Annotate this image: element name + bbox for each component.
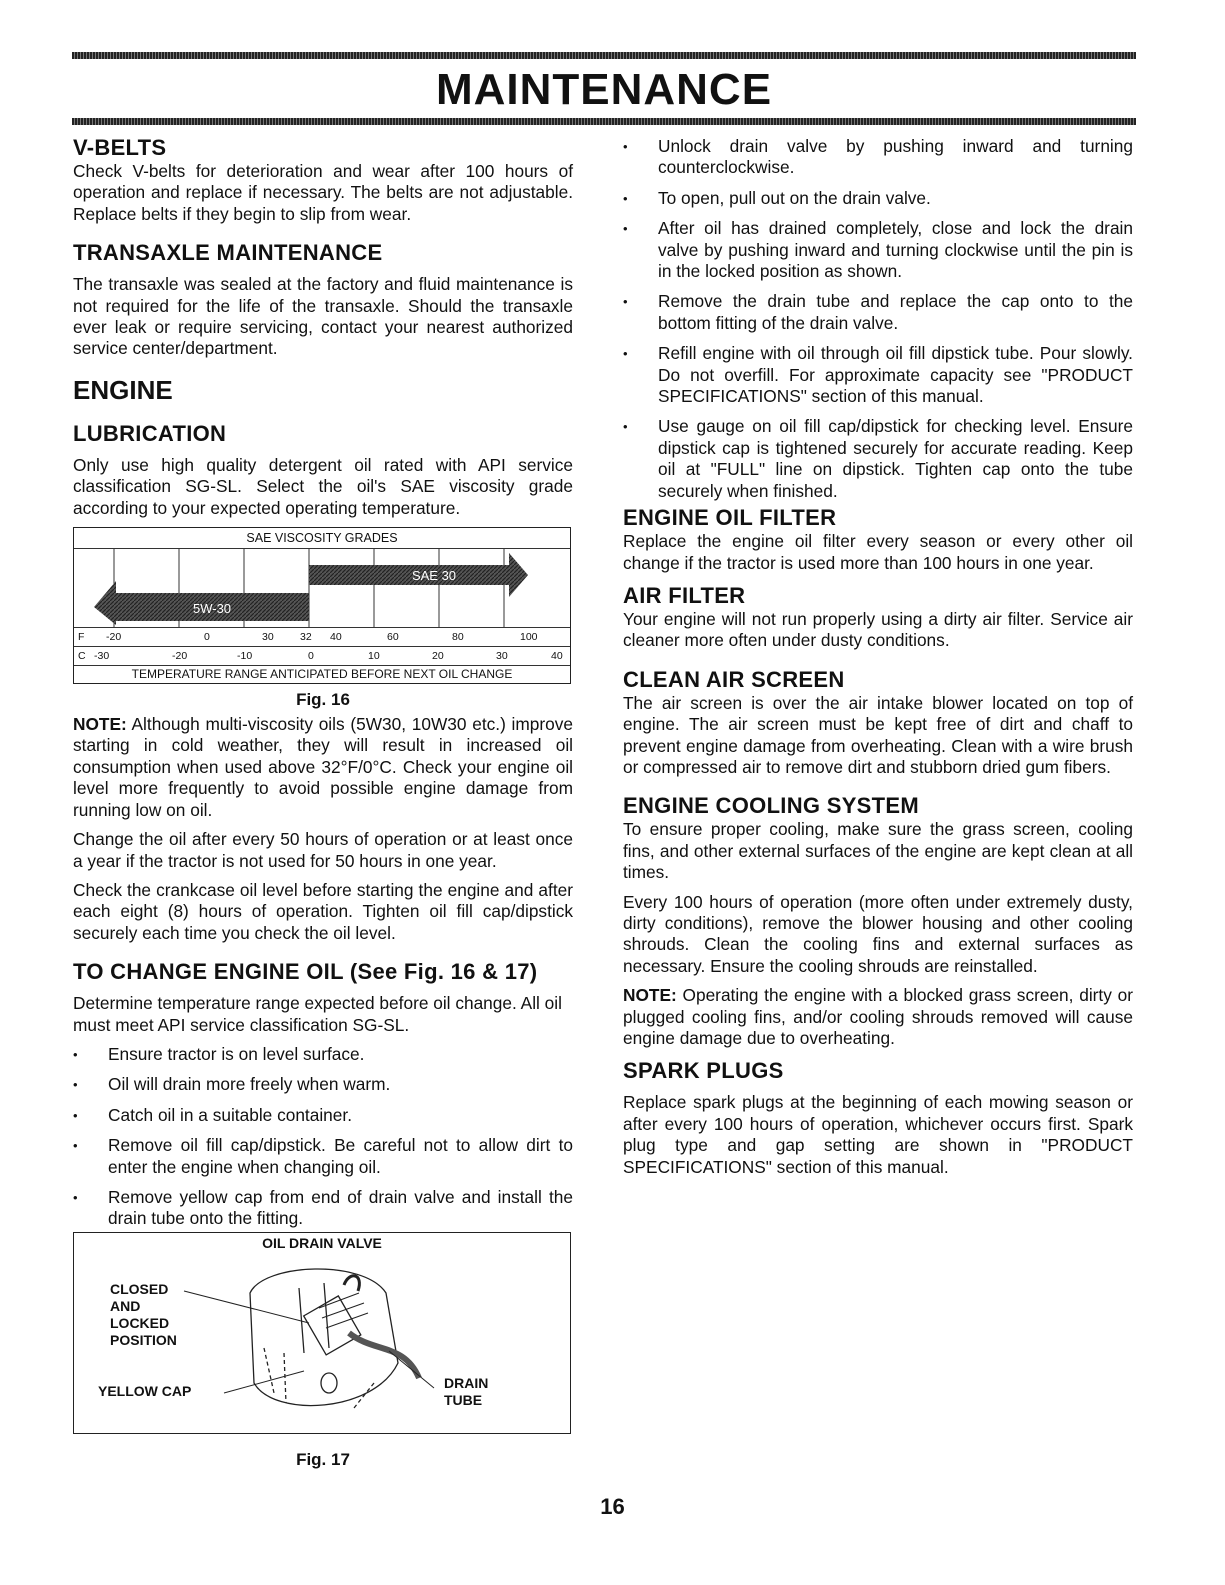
list-item: • Remove yellow cap from end of drain valve and install the drain tube onto the fitting. [73, 1187, 573, 1230]
cooling-text-2: Every 100 hours of operation (more often under extremely dusty, dirty conditions), remove the blower housing and other cooling shrouds. Clean the cooling fins and external surfaces as necessary. Ensure the cooling shrouds are reinstalled. [623, 891, 1133, 976]
list-item: • After oil has drained completely, close and lock the drain valve by pushing inward and turning clockwise until the pin is in the locked position as shown. [623, 218, 1133, 282]
change-oil-steps [73, 1044, 573, 1230]
engine-heading: ENGINE [73, 374, 173, 405]
oil-drain-valve-figure [73, 1232, 571, 1434]
air-screen-heading: CLEAN AIR SCREEN [623, 666, 845, 692]
page-title: MAINTENANCE [435, 65, 773, 114]
fig17-title: OIL DRAIN VALVE [262, 1234, 382, 1251]
check-level-text: Check the crankcase oil level before starting the engine and after each eight (8) hours of operation. Tighten oil fill cap/dipstick securely each time you check the oil level. [73, 879, 573, 943]
transaxle-heading: TRANSAXLE MAINTENANCE [73, 240, 383, 266]
cooling-note-text: Operating the engine with a blocked grass screen, dirty or plugged cooling fins, and/or cooling shrouds removed will cause engine damage due to overheating. [623, 985, 1133, 1048]
note-text: Although multi-viscosity oils (5W30, 10W30 etc.) improve starting in cold weather, they will result in increased oil consumption when used above 32°F/0°C. Check your engine oil level more frequently to avoid possible engine damage from running low on oil. [73, 714, 573, 820]
cooling-heading: ENGINE COOLING SYSTEM [623, 793, 919, 819]
spark-plugs-text: Replace spark plugs at the beginning of each mowing season or after every 100 hours of operation, whichever occurs first. Spark plug type and gap setting are shown in "PRODUCT SPECIFICATIONS" section of this manual. [623, 1092, 1133, 1177]
page-number: 16 [600, 1494, 625, 1519]
oil-filter-text: Replace the engine oil filter every season or every other oil change if the tractor is used more than 100 hours in one year. [623, 531, 1133, 573]
change-interval-text: Change the oil after every 50 hours of operation or at least once a year if the tractor is not used for 50 hours in one year. [73, 829, 573, 871]
list-item: • Remove oil fill cap/dipstick. Be careful not to allow dirt to enter the engine when changing oil. [73, 1135, 573, 1178]
header-rule-bottom [72, 118, 1136, 125]
list-item: • Unlock drain valve by pushing inward and turning counterclockwise. [623, 136, 1133, 179]
lubrication-text: Only use high quality detergent oil rated with API service classification SG-SL. Select the oil's SAE viscosity grade according to your expected operating temperature. [73, 454, 573, 518]
transaxle-text: The transaxle was sealed at the factory and fluid maintenance is not required for the life of the transaxle. Should the transaxle ever leak or require servicing, contact your nearest authorized service center/department. [73, 274, 573, 359]
fig16-caption: Fig. 16 [296, 690, 350, 710]
list-item: • Use gauge on oil fill cap/dipstick for checking level. Ensure dipstick cap is tightened securely for accurate reading. Keep oil at "FULL" line on dipstick. Tighten cap onto the tube securely when finished. [623, 416, 1133, 502]
fig17-caption: Fig. 17 [296, 1449, 350, 1469]
air-filter-text: Your engine will not run properly using a dirty air filter. Service air cleaner more often under dusty conditions. [623, 608, 1133, 651]
list-item: • Ensure tractor is on level surface. [73, 1044, 573, 1065]
lubrication-heading: LUBRICATION [73, 420, 227, 446]
header-rule-top [72, 52, 1136, 59]
viscosity-arrows [74, 549, 570, 627]
right-column [623, 136, 1133, 1178]
label-sae30: SAE 30 [411, 568, 457, 584]
drain-tube-label: DRAIN TUBE [444, 1374, 489, 1408]
left-column [73, 134, 573, 1470]
closed-locked-label: CLOSED AND LOCKED POSITION [110, 1280, 177, 1348]
sae-viscosity-chart [73, 527, 571, 684]
list-item: • Catch oil in a suitable container. [73, 1105, 573, 1126]
viscosity-chart-title: SAE VISCOSITY GRADES [74, 528, 570, 549]
vbelts-text: Check V-belts for deterioration and wear after 100 hours of operation and replace if necessary. The belts are not adjustable. Replace belts if they begin to slip from wear. [73, 161, 573, 224]
list-item: • Remove the drain tube and replace the cap onto to the bottom fitting of the drain valve. [623, 291, 1133, 334]
celsius-scale: C -30 -20 -10 0 10 20 30 40 [74, 646, 570, 665]
cooling-note-label: NOTE: [623, 985, 677, 1006]
oil-filter-heading: ENGINE OIL FILTER [623, 505, 837, 531]
change-oil-text: Determine temperature range expected before oil change. All oil must meet API service classification SG-SL. [73, 993, 562, 1035]
list-item: • Oil will drain more freely when warm. [73, 1074, 573, 1095]
air-screen-text: The air screen is over the air intake blower located on top of engine. The air screen must be kept free of dirt and chaff to prevent engine damage from overheating. Clean with a wire brush or compressed air to remove dirt and stubborn dried gum fibers. [623, 692, 1133, 777]
list-item: • To open, pull out on the drain valve. [623, 188, 1133, 209]
list-item: • Refill engine with oil through oil fill dipstick tube. Pour slowly. Do not overfill. For approximate capacity see "PRODUCT SPECIFICATIONS" section of this manual. [623, 343, 1133, 407]
vbelts-heading: V-BELTS [73, 135, 167, 160]
label-5w30: 5W-30 [192, 601, 232, 617]
note-label: NOTE: [73, 714, 127, 735]
change-oil-heading: TO CHANGE ENGINE OIL (See Fig. 16 & 17) [73, 959, 538, 985]
note-paragraph [73, 714, 573, 821]
yellow-cap-label: YELLOW CAP [98, 1382, 192, 1399]
spark-plugs-heading: SPARK PLUGS [623, 1058, 784, 1084]
cooling-note [623, 985, 1133, 1049]
drain-steps [623, 136, 1133, 502]
viscosity-chart-footer: TEMPERATURE RANGE ANTICIPATED BEFORE NEXT OIL CHANGE [74, 665, 570, 683]
air-filter-heading: AIR FILTER [623, 582, 746, 608]
cooling-text-1: To ensure proper cooling, make sure the grass screen, cooling fins, and other external surfaces of the engine are kept clean at all times. [623, 819, 1133, 883]
fahrenheit-scale: F -20 0 30 32 40 60 80 100 [74, 627, 570, 646]
